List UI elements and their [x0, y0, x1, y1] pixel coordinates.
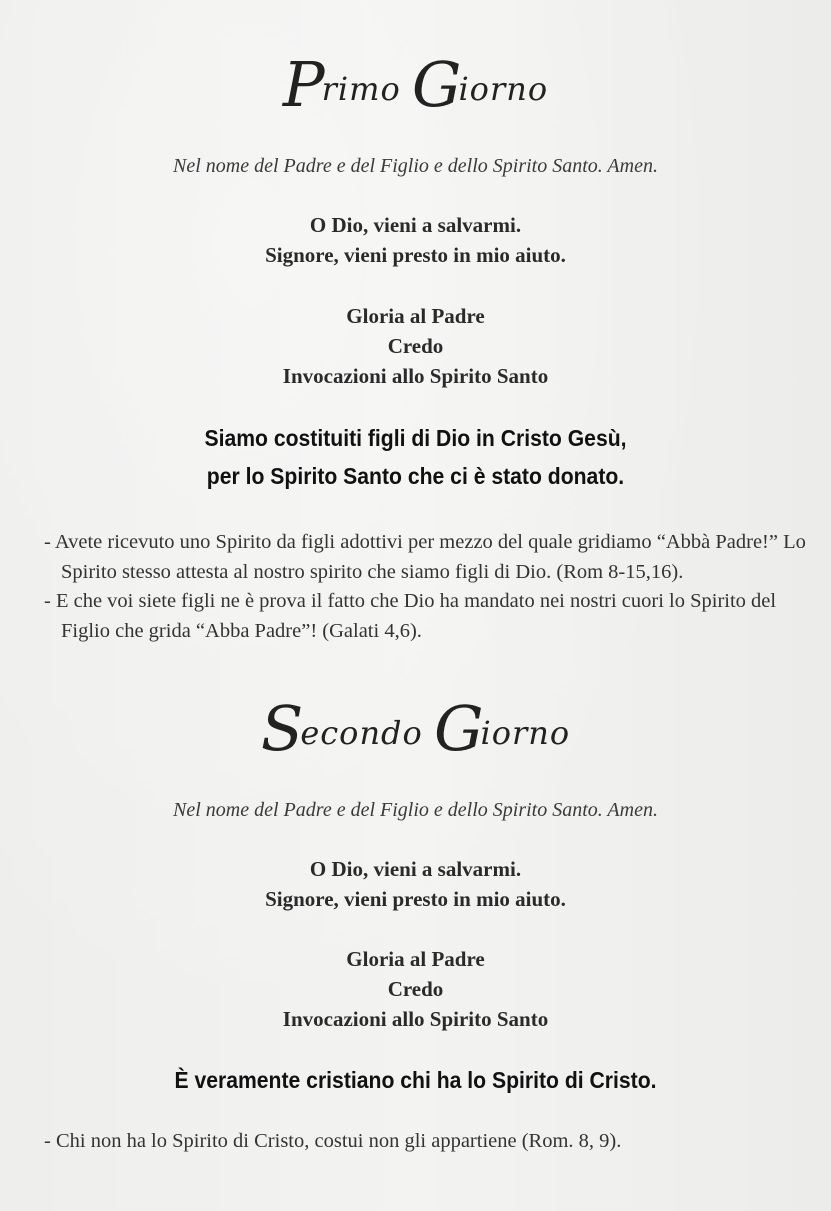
day2-headline: [33, 1061, 798, 1099]
day1-invocation: Nel nome del Padre e del Figlio e dello Spirito Santo. Amen.: [173, 155, 658, 177]
day1-headline-line1: Siamo costituiti figli di Dio in Cristo Gesù,: [204, 425, 627, 451]
day2-title-word2: iorno: [480, 714, 571, 752]
day2-list-invocazioni: Invocazioni allo Spirito Santo: [282, 1007, 549, 1031]
day1-scripture: [44, 528, 814, 646]
day1-title: [0, 48, 831, 121]
day2-headline-line1: È veramente cristiano chi ha lo Spirito di Cristo.: [174, 1067, 657, 1093]
day2-opening-prayer: [0, 854, 831, 914]
day2-invocation: Nel nome del Padre e del Figlio e dello Spirito Santo. Amen.: [173, 799, 658, 821]
day2-prayer-line1: O Dio, vieni a salvarmi.: [309, 857, 522, 881]
day1-headline-line2: per lo Spirito Santo che ci è stato donato.: [206, 463, 625, 489]
day1-headline: [33, 419, 798, 495]
day1-opening-prayer: [0, 210, 831, 270]
day2-title-initial2: G: [433, 692, 485, 765]
day1-title-initial2: G: [411, 48, 463, 121]
day2-prayer-list: [0, 944, 831, 1034]
day1-list-credo: Credo: [387, 334, 444, 358]
day2-list-gloria: Gloria al Padre: [346, 947, 485, 971]
day2-title-word1: econdo: [300, 714, 434, 752]
day2-scripture: [44, 1127, 814, 1157]
day1-prayer-list: [0, 301, 831, 391]
day1-title-word2: iorno: [458, 70, 549, 108]
day1-prayer-line1: O Dio, vieni a salvarmi.: [309, 213, 522, 237]
day1-verse-galati: - E che voi siete figli ne è prova il fatto che Dio ha mandato nei nostri cuori lo Spirito del Figlio che grida “Abba Padre”! (Galati 4,6).: [44, 590, 777, 642]
day2-list-credo: Credo: [387, 977, 444, 1001]
day1-list-invocazioni: Invocazioni allo Spirito Santo: [282, 364, 549, 388]
day2-title-initial: S: [260, 692, 305, 765]
day1-title-word1: rimo: [321, 70, 412, 108]
day2-title: [0, 692, 831, 765]
day1-prayer-line2: Signore, vieni presto in mio aiuto.: [265, 243, 566, 267]
day1-title-initial: P: [282, 48, 326, 121]
day1-verse-rom: - Avete ricevuto uno Spirito da figli adottivi per mezzo del quale gridiamo “Abbà Padre!” Lo Spirito stesso attesta al nostro spirito che siamo figli di Dio. (Rom 8-15,16).: [44, 531, 806, 583]
day1-list-gloria: Gloria al Padre: [346, 304, 485, 328]
day2-verse-rom: - Chi non ha lo Spirito di Cristo, costui non gli appartiene (Rom. 8, 9).: [44, 1130, 622, 1152]
day2-prayer-line2: Signore, vieni presto in mio aiuto.: [265, 887, 566, 911]
